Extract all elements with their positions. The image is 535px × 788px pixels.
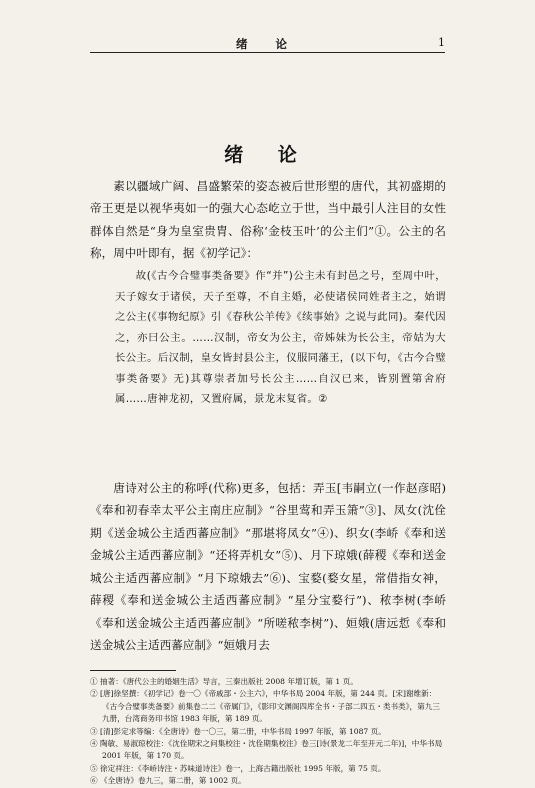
footnote: ③ [清]彭定求等编：《全唐诗》卷一〇三，第二册，中华书局 1997 年版，第 1087 页。 — [90, 726, 386, 736]
body-paragraph: 唐诗对公主的称呼(代称)更多，包括：弄玉[韦嗣立(一作赵彦昭)《奉和初春幸太平公主南庄应制》“谷里莺和弄玉箫”③]、凤女(沈佺期《送金城公主适西蕃应制》“那堪将凤女”④)、织女(李峤《奉和送金城公主适西蕃应制》“还将弄机女”⑤)、月下琼娥(薛稷《奉和送金城公主适西蕃应制》“月下琼娥去”⑥)、宝婺(婺女星，常借指女神，薛稷《奉和送金城公主适西蕃应制》“星分宝婺行”)、秾李树(李峤《奉和送金城公主适西蕃应制》“所嗟秾李树”)、姮娥(唐远悊《奉和送金城公主适西蕃应制》“姮娥月去 — [90, 480, 446, 653]
block-quote: 故(《古今合璧事类备要》作“并”)公主未有封邑之号，至周中叶，天子嫁女于诸侯，天子至尊，不自主婚，必使诸侯同姓者主之，始谓之公主(《事物纪原》引《春秋公羊传》《续事始》之说与此同)。秦代因之，亦曰公主。……汉制，帝女为公主，帝姊妹为长公主，帝姑为大长公主。后汉制，皇女皆封县公主，仪服同藩王，(以下句，《古今合璧事类备要》无)其尊崇者加号长公主……自汉已来，皆别置第舍府属……唐神龙初，又置府属，景龙末复省。② — [115, 270, 446, 405]
footnote-separator — [90, 670, 176, 671]
footnotes — [90, 676, 446, 788]
footnote: ④ 陶敏、易淑琼校注：《沈佺期宋之问集校注・沈佺期集校注》卷三[诗(景龙二年至开元二年)]，中华书局 2001 年版，第 170 页。 — [90, 739, 443, 761]
footnote: ⑤ 徐定祥注：《李峤诗注・苏味道诗注》卷一，上海古籍出版社 1995 年版，第 75 页。 — [90, 763, 386, 773]
page-number: 1 — [438, 36, 445, 49]
intro-paragraph: 素以疆域广阔、昌盛繁荣的姿态被后世形塑的唐代，其初盛期的帝王更是以视华夷如一的强大心态屹立于世，当中最引人注目的女性群体自然是“身为皇室贵胄、俗称‘金枝玉叶’的公主们”①。公主的名称，周中叶即有，据《初学记》： — [90, 178, 446, 261]
chapter-title: 绪 论 — [224, 144, 311, 166]
footnote: ② [唐]徐坚撰：《初学记》卷一〇《帝戚部・公主六》，中华书局 2004 年版，第 244 页。[宋]谢维新：《古今合璧事类备要》前集卷二二《帝属门》，《影印文渊阁四库全书・子部二四五・类书类》，第九三九册，台湾商务印书馆 1983 年版，第 189 页。 — [90, 689, 440, 724]
footnote: ⑥ 《全唐诗》卷九三，第二册，第 1002 页。 — [90, 776, 246, 786]
running-header — [90, 36, 445, 53]
footnote: ① 抽著：《唐代公主的婚姻生活》导言，三秦出版社 2008 年增订版，第 1 页。 — [90, 677, 358, 686]
running-title: 绪 论 — [235, 37, 299, 51]
